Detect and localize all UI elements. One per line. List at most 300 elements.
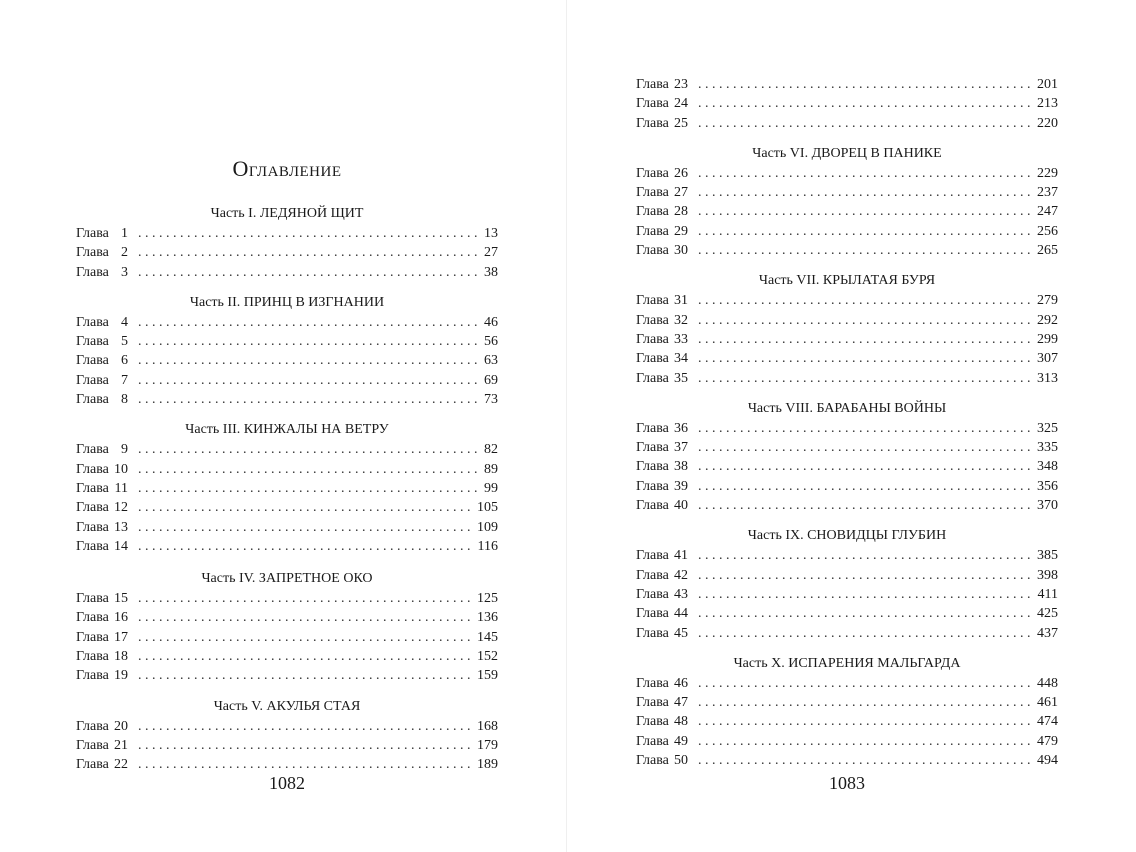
- chapter-number: 18: [114, 649, 128, 665]
- left-toc-list: [76, 203, 498, 775]
- toc-entry[interactable]: [76, 498, 498, 517]
- toc-entry[interactable]: [636, 349, 1058, 368]
- dot-leader: [138, 518, 473, 537]
- part-heading[interactable]: Часть IX. СНОВИДЦЫ ГЛУБИН: [747, 528, 947, 544]
- toc-entry[interactable]: [76, 647, 498, 666]
- chapter-number: 47: [674, 695, 688, 711]
- dot-leader: [138, 460, 480, 479]
- page-reference: 168: [477, 718, 498, 734]
- page-reference: 247: [1037, 204, 1058, 220]
- chapter-label: [636, 241, 688, 260]
- toc-entry[interactable]: [636, 241, 1058, 260]
- chapter-label: [76, 263, 128, 282]
- toc-entry[interactable]: [636, 369, 1058, 388]
- page-reference: 13: [484, 226, 498, 241]
- page-reference: 370: [1037, 498, 1058, 514]
- page-reference: 398: [1037, 567, 1058, 583]
- chapter-label: [76, 537, 128, 556]
- toc-entry[interactable]: [636, 546, 1058, 565]
- chapter-word: Глава: [636, 440, 669, 456]
- chapter-word: Глава: [636, 351, 669, 367]
- right-page: [636, 0, 1058, 852]
- page-reference: 46: [484, 314, 498, 330]
- page-reference: 237: [1037, 185, 1058, 201]
- left-page: [76, 0, 498, 852]
- dot-leader: [698, 222, 1033, 241]
- chapter-word: Глава: [636, 370, 669, 386]
- toc-entry[interactable]: [636, 674, 1058, 693]
- chapter-number: 36: [674, 420, 688, 436]
- chapter-label: [636, 183, 688, 202]
- chapter-label: [636, 496, 688, 515]
- chapter-number: 24: [674, 96, 688, 112]
- chapter-label: [76, 332, 128, 351]
- chapter-label: [636, 712, 688, 731]
- dot-leader: [698, 311, 1033, 330]
- dot-leader: [698, 438, 1033, 457]
- chapter-label: [636, 311, 688, 330]
- page-reference: 89: [484, 461, 498, 477]
- chapter-word: Глава: [76, 334, 109, 350]
- chapter-label: [76, 479, 128, 498]
- page-reference: 63: [484, 353, 498, 369]
- part-heading[interactable]: Часть VI. ДВОРЕЦ В ПАНИКЕ: [752, 145, 942, 161]
- chapter-label: [76, 371, 128, 390]
- chapter-number: 8: [121, 392, 128, 408]
- chapter-number: 33: [674, 331, 688, 347]
- toc-entry[interactable]: [76, 666, 498, 685]
- chapter-number: 13: [114, 519, 128, 535]
- chapter-word: Глава: [636, 331, 669, 347]
- chapter-label: [76, 608, 128, 627]
- page-reference: 313: [1037, 370, 1058, 386]
- chapter-word: Глава: [76, 668, 109, 684]
- chapter-number: 34: [674, 351, 688, 367]
- toc-entry[interactable]: [76, 440, 498, 459]
- chapter-number: 15: [114, 591, 128, 607]
- dot-leader: [698, 751, 1033, 770]
- chapter-number: 32: [674, 312, 688, 328]
- page-reference: 279: [1037, 293, 1058, 309]
- dot-leader: [138, 666, 473, 685]
- chapter-label: [636, 202, 688, 221]
- chapter-number: 28: [674, 204, 688, 220]
- chapter-number: 11: [114, 480, 128, 496]
- dot-leader: [138, 717, 473, 736]
- chapter-label: [76, 243, 128, 262]
- chapter-label: [76, 313, 128, 332]
- chapter-word: Глава: [76, 353, 109, 369]
- page-reference: 82: [484, 442, 498, 458]
- toc-entry[interactable]: [76, 518, 498, 537]
- toc-entry[interactable]: [636, 164, 1058, 183]
- toc-entry[interactable]: [636, 585, 1058, 604]
- toc-entry[interactable]: [76, 243, 498, 262]
- part-heading[interactable]: Часть III. КИНЖАЛЫ НА ВЕТРУ: [185, 422, 389, 438]
- chapter-number: 23: [674, 77, 688, 92]
- page-reference: 152: [477, 649, 498, 665]
- page-reference: 69: [484, 372, 498, 388]
- page-reference: 425: [1037, 606, 1058, 622]
- page-reference: 38: [484, 264, 498, 280]
- chapter-label: [636, 114, 688, 133]
- dot-leader: [138, 589, 473, 608]
- chapter-number: 50: [674, 753, 688, 769]
- chapter-label: [76, 628, 128, 647]
- page-reference: 73: [484, 392, 498, 408]
- dot-leader: [698, 369, 1033, 388]
- right-toc-list: [636, 75, 1058, 770]
- chapter-word: Глава: [636, 606, 669, 622]
- toc-entry[interactable]: [76, 390, 498, 409]
- page-reference: 136: [477, 610, 498, 626]
- chapter-word: Глава: [76, 718, 109, 734]
- toc-entry[interactable]: [636, 457, 1058, 476]
- chapter-word: Глава: [76, 591, 109, 607]
- part-heading[interactable]: Часть II. ПРИНЦ В ИЗГНАНИИ: [189, 294, 385, 310]
- chapter-label: [636, 585, 688, 604]
- toc-entry[interactable]: [636, 751, 1058, 770]
- chapter-number: 31: [674, 293, 688, 309]
- page-reference: 201: [1037, 77, 1058, 92]
- page-reference: 116: [477, 538, 498, 554]
- chapter-label: [636, 222, 688, 241]
- toc-entry[interactable]: [76, 332, 498, 351]
- chapter-word: Глава: [636, 548, 669, 564]
- chapter-label: [636, 419, 688, 438]
- chapter-label: [76, 589, 128, 608]
- page-reference: 385: [1037, 548, 1058, 564]
- chapter-word: Глава: [636, 567, 669, 583]
- part-heading[interactable]: Часть IV. ЗАПРЕТНОЕ ОКО: [201, 571, 373, 587]
- chapter-number: 21: [114, 737, 128, 753]
- page-reference: 125: [477, 591, 498, 607]
- chapter-label: [76, 666, 128, 685]
- chapter-word: Глава: [76, 610, 109, 626]
- chapter-label: [636, 349, 688, 368]
- page-reference: 159: [477, 668, 498, 684]
- chapter-number: 12: [114, 500, 128, 516]
- chapter-word: Глава: [636, 478, 669, 494]
- toc-entry[interactable]: [636, 438, 1058, 457]
- dot-leader: [698, 330, 1033, 349]
- dot-leader: [698, 75, 1033, 94]
- page-reference: 179: [477, 737, 498, 753]
- toc-entry[interactable]: [636, 311, 1058, 330]
- dot-leader: [698, 712, 1033, 731]
- chapter-word: Глава: [636, 420, 669, 436]
- chapter-number: 27: [674, 185, 688, 201]
- toc-entry[interactable]: [76, 479, 498, 498]
- page-reference: 325: [1037, 420, 1058, 436]
- page-reference: 56: [484, 334, 498, 350]
- dot-leader: [698, 604, 1033, 623]
- page-reference: 348: [1037, 459, 1058, 475]
- chapter-number: 1: [121, 226, 128, 241]
- chapter-word: Глава: [76, 500, 109, 516]
- toc-entry[interactable]: [76, 263, 498, 282]
- page-reference: 256: [1037, 223, 1058, 239]
- toc-entry[interactable]: [76, 608, 498, 627]
- chapter-number: 48: [674, 714, 688, 730]
- toc-entry[interactable]: [76, 371, 498, 390]
- toc-entry[interactable]: [76, 589, 498, 608]
- chapter-label: [76, 717, 128, 736]
- chapter-label: [636, 604, 688, 623]
- chapter-word: Глава: [636, 223, 669, 239]
- chapter-number: 29: [674, 223, 688, 239]
- toc-entry[interactable]: [636, 496, 1058, 515]
- part-heading[interactable]: Часть VIII. БАРАБАНЫ ВОЙНЫ: [747, 400, 947, 416]
- chapter-label: [76, 224, 128, 243]
- chapter-word: Глава: [76, 245, 109, 261]
- toc-entry[interactable]: [636, 291, 1058, 310]
- dot-leader: [698, 419, 1033, 438]
- toc-entry[interactable]: [636, 477, 1058, 496]
- chapter-number: 14: [114, 538, 128, 554]
- chapter-word: Глава: [76, 519, 109, 535]
- dot-leader: [698, 164, 1033, 183]
- spread-gutter: [566, 0, 567, 852]
- chapter-word: Глава: [636, 459, 669, 475]
- chapter-word: Глава: [636, 165, 669, 181]
- chapter-word: Глава: [636, 312, 669, 328]
- page-reference: 335: [1037, 440, 1058, 456]
- chapter-label: [76, 736, 128, 755]
- dot-leader: [698, 477, 1033, 496]
- chapter-number: 37: [674, 440, 688, 456]
- dot-leader: [698, 202, 1033, 221]
- chapter-word: Глава: [76, 314, 109, 330]
- chapter-word: Глава: [636, 293, 669, 309]
- page-reference: 229: [1037, 165, 1058, 181]
- dot-leader: [138, 313, 480, 332]
- chapter-label: [76, 390, 128, 409]
- chapter-label: [636, 369, 688, 388]
- chapter-number: 26: [674, 165, 688, 181]
- chapter-number: 45: [674, 625, 688, 641]
- toc-entry[interactable]: [636, 693, 1058, 712]
- chapter-label: [636, 624, 688, 643]
- page-reference: 437: [1037, 625, 1058, 641]
- chapter-number: 2: [121, 245, 128, 261]
- chapter-word: Глава: [76, 226, 109, 241]
- chapter-number: 9: [121, 442, 128, 458]
- toc-entry[interactable]: [636, 202, 1058, 221]
- chapter-word: Глава: [636, 498, 669, 514]
- chapter-number: 22: [114, 757, 128, 773]
- toc-entry[interactable]: [76, 224, 498, 243]
- toc-entry[interactable]: [636, 114, 1058, 133]
- dot-leader: [698, 585, 1034, 604]
- chapter-word: Глава: [76, 649, 109, 665]
- chapter-label: [636, 330, 688, 349]
- chapter-number: 17: [114, 629, 128, 645]
- chapter-word: Глава: [636, 695, 669, 711]
- dot-leader: [698, 496, 1033, 515]
- toc-entry[interactable]: [76, 736, 498, 755]
- chapter-number: 46: [674, 675, 688, 691]
- chapter-number: 49: [674, 733, 688, 749]
- chapter-word: Глава: [636, 204, 669, 220]
- page-reference: 494: [1037, 753, 1058, 769]
- dot-leader: [698, 114, 1033, 133]
- chapter-label: [76, 351, 128, 370]
- page-reference: 411: [1037, 586, 1058, 602]
- toc-entry[interactable]: [76, 717, 498, 736]
- toc-entry[interactable]: [636, 94, 1058, 113]
- dot-leader: [138, 537, 474, 556]
- toc-entry[interactable]: [636, 75, 1058, 94]
- dot-leader: [698, 693, 1033, 712]
- dot-leader: [698, 241, 1033, 260]
- page-reference: 299: [1037, 331, 1058, 347]
- dot-leader: [138, 628, 473, 647]
- chapter-label: [76, 440, 128, 459]
- chapter-word: Глава: [76, 372, 109, 388]
- toc-entry[interactable]: [636, 624, 1058, 643]
- chapter-word: Глава: [76, 264, 109, 280]
- page-reference: 307: [1037, 351, 1058, 367]
- chapter-word: Глава: [636, 185, 669, 201]
- dot-leader: [138, 647, 473, 666]
- chapter-word: Глава: [636, 733, 669, 749]
- dot-leader: [138, 332, 480, 351]
- chapter-number: 38: [674, 459, 688, 475]
- dot-leader: [698, 674, 1033, 693]
- page-reference: 474: [1037, 714, 1058, 730]
- dot-leader: [138, 479, 480, 498]
- chapter-number: 16: [114, 610, 128, 626]
- chapter-number: 30: [674, 243, 688, 259]
- chapter-number: 43: [674, 586, 688, 602]
- chapter-word: Глава: [636, 675, 669, 691]
- toc-entry[interactable]: [636, 419, 1058, 438]
- dot-leader: [698, 566, 1033, 585]
- toc-entry[interactable]: [636, 712, 1058, 731]
- part-heading[interactable]: Часть X. ИСПАРЕНИЯ МАЛЬГАРДА: [733, 655, 961, 671]
- chapter-label: [76, 460, 128, 479]
- toc-entry[interactable]: [636, 222, 1058, 241]
- chapter-label: [636, 751, 688, 770]
- chapter-word: Глава: [76, 629, 109, 645]
- page-reference: 220: [1037, 115, 1058, 131]
- chapter-label: [76, 498, 128, 517]
- chapter-label: [636, 693, 688, 712]
- chapter-word: Глава: [636, 115, 669, 131]
- dot-leader: [698, 624, 1033, 643]
- chapter-label: [636, 477, 688, 496]
- chapter-number: 25: [674, 115, 688, 131]
- chapter-number: 20: [114, 718, 128, 734]
- chapter-word: Глава: [76, 442, 109, 458]
- dot-leader: [698, 291, 1033, 310]
- page-reference: 265: [1037, 243, 1058, 259]
- part-heading[interactable]: Часть I. ЛЕДЯНОЙ ЩИТ: [210, 206, 364, 221]
- chapter-label: [636, 732, 688, 751]
- chapter-label: [636, 94, 688, 113]
- chapter-number: 4: [121, 314, 128, 330]
- toc-entry[interactable]: [76, 351, 498, 370]
- chapter-number: 7: [121, 372, 128, 388]
- toc-entry[interactable]: [636, 604, 1058, 623]
- chapter-label: [636, 75, 688, 94]
- chapter-number: 44: [674, 606, 688, 622]
- dot-leader: [698, 349, 1033, 368]
- chapter-number: 19: [114, 668, 128, 684]
- chapter-number: 41: [674, 548, 688, 564]
- page-reference: 145: [477, 629, 498, 645]
- chapter-label: [636, 457, 688, 476]
- dot-leader: [138, 440, 480, 459]
- page-reference: 213: [1037, 96, 1058, 112]
- chapter-word: Глава: [76, 480, 109, 496]
- chapter-number: 40: [674, 498, 688, 514]
- chapter-label: [636, 566, 688, 585]
- dot-leader: [138, 351, 480, 370]
- chapter-number: 6: [121, 353, 128, 369]
- page-reference: 461: [1037, 695, 1058, 711]
- part-heading[interactable]: Часть V. АКУЛЬЯ СТАЯ: [213, 698, 361, 714]
- dot-leader: [138, 243, 480, 262]
- chapter-label: [636, 438, 688, 457]
- page-reference: 479: [1037, 733, 1058, 749]
- chapter-label: [636, 674, 688, 693]
- dot-leader: [138, 390, 480, 409]
- chapter-word: Глава: [76, 392, 109, 408]
- chapter-label: [76, 518, 128, 537]
- chapter-word: Глава: [76, 538, 109, 554]
- page-reference: 292: [1037, 312, 1058, 328]
- chapter-word: Глава: [636, 714, 669, 730]
- toc-entry[interactable]: [76, 628, 498, 647]
- dot-leader: [698, 457, 1033, 476]
- dot-leader: [138, 263, 480, 282]
- chapter-word: Глава: [636, 96, 669, 112]
- page-reference: 356: [1037, 478, 1058, 494]
- page-reference: 448: [1037, 675, 1058, 691]
- chapter-label: [636, 164, 688, 183]
- chapter-word: Глава: [636, 77, 669, 92]
- chapter-number: 5: [121, 334, 128, 350]
- dot-leader: [138, 498, 473, 517]
- toc-title: Оглавление: [232, 156, 342, 181]
- page-number-right: 1083: [829, 773, 865, 793]
- chapter-number: 42: [674, 567, 688, 583]
- dot-leader: [138, 371, 480, 390]
- chapter-word: Глава: [636, 753, 669, 769]
- toc-entry[interactable]: [636, 183, 1058, 202]
- page-reference: 109: [477, 519, 498, 535]
- toc-entry[interactable]: [76, 313, 498, 332]
- toc-entry[interactable]: [636, 732, 1058, 751]
- chapter-label: [636, 291, 688, 310]
- dot-leader: [138, 608, 473, 627]
- chapter-word: Глава: [76, 757, 109, 773]
- chapter-word: Глава: [636, 586, 669, 602]
- part-heading[interactable]: Часть VII. КРЫЛАТАЯ БУРЯ: [758, 273, 936, 289]
- page-reference: 99: [484, 480, 498, 496]
- toc-entry[interactable]: [76, 460, 498, 479]
- dot-leader: [138, 736, 473, 755]
- chapter-number: 39: [674, 478, 688, 494]
- chapter-number: 10: [114, 461, 128, 477]
- toc-entry[interactable]: [636, 566, 1058, 585]
- chapter-word: Глава: [76, 461, 109, 477]
- toc-entry[interactable]: [636, 330, 1058, 349]
- toc-entry[interactable]: [76, 537, 498, 556]
- chapter-word: Глава: [636, 243, 669, 259]
